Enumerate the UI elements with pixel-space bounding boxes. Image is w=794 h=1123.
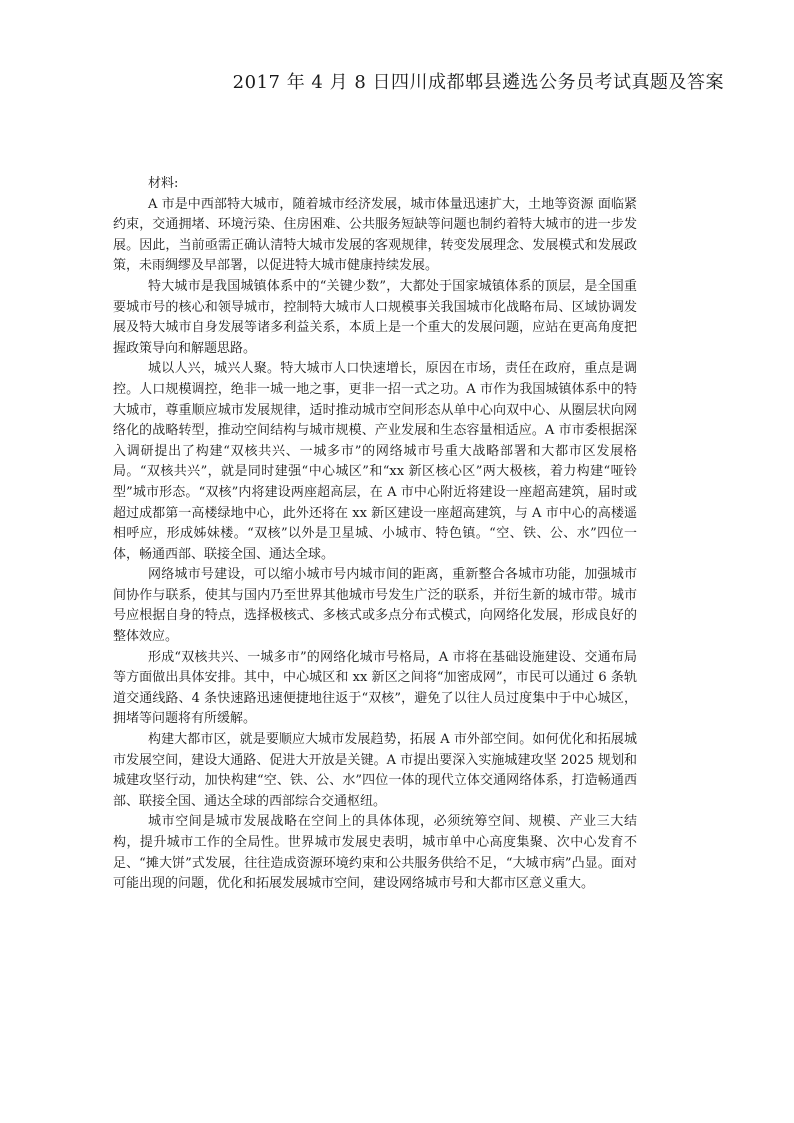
- paragraph-7: 城市空间是城市发展战略在空间上的具体体现，必须统筹空间、规模、产业三大结构，提升城市工作的全局性。世界城市发展史表明，城市单中心高度集聚、次中心发育不足、“摊大饼”式发展，往往造成资源环境约束和公共服务供给不足，“大城市病”凸显。面对可能出现的问题，优化和拓展发展城市空间，建设网络城市号和大都市区意义重大。: [113, 814, 637, 892]
- paragraph-4: 网络城市号建设，可以缩小城市号内城市间的距离，重新整合各城市功能，加强城市间协作与联系，使其与国内乃至世界其他城市号发生广泛的联系，并衍生新的城市带。城市号应根据自身的特点，选择极核式、多核式或多点分布式模式，向网络化发展，形成良好的整体效应。: [113, 567, 637, 645]
- paragraph-2: 特大城市是我国城镇体系中的“关键少数”，大都处于国家城镇体系的顶层，是全国重要城市号的核心和领导城市，控制特大城市人口规模事关我国城市化战略布局、区域协调发展及特大城市自身发展等诸多利益关系，本质上是一个重大的发展问题，应站在更高角度把握政策导向和解题思路。: [113, 278, 637, 356]
- document-body: [113, 174, 637, 895]
- paragraph-6: 构建大都市区，就是要顺应大城市发展趋势，拓展 A 市外部空间。如何优化和拓展城市发展空间，建设大通路、促进大开放是关键。A 市提出要深入实施城建攻坚 2025 规划和城建攻坚行动，加快构建“空、铁、公、水”四位一体的现代立体交通网络体系，打造畅通西部、联接全国、通达全球的西部综合交通枢纽。: [113, 732, 637, 809]
- paragraph-5: 形成“双核共兴、一城多市”的网络化城市号格局，A 市将在基础设施建设、交通布局等方面做出具体安排。其中，中心城区和 xx 新区之间将“加密成网”，市民可以通过 6 条轨道交通线路、4 条快速路迅速便捷地往返于“双核”，避免了以往人员过度集中于中心城区，拥堵等问题将有所缓解。: [113, 649, 637, 727]
- paragraph-3: 城以人兴，城兴人聚。特大城市人口快速增长，原因在市场，责任在政府，重点是调控。人口规模调控，绝非一城一地之事，更非一招一式之功。A 市作为我国城镇体系中的特大城市，尊重顺应城市发展规律，适时推动城市空间形态从单中心向双中心、从圈层状向网络化的战略转型，推动空间结构与城市规模、产业发展和生态容量相适应。A 市市委根据深入调研提出了构建“双核共兴、一城多市”的网络城市号重大战略部署和大都市区发展格局。“双核共兴”，就是同时建强“中心城区”和“xx 新区核心区”两大极核，着力构建“哑铃型”城市形态。“双核”内将建设两座超高层，在 A 市中心附近将建设一座超高建筑，届时或超过成都第一高楼绿地中心，此外还将在 xx 新区建设一座超高建筑，与 A 市中心的高楼遥相呼应，形成姊妹楼。“双核”以外是卫星城、小城市、特色镇。“空、铁、公、水”四位一体，畅通西部、联接全国、通达全球。: [113, 361, 637, 562]
- material-label: 材料:: [148, 176, 179, 191]
- document-title: 2017 年 4 月 8 日四川成都郫县遴选公务员考试真题及答案: [232, 72, 724, 93]
- paragraph-1: A 市是中西部特大城市，随着城市经济发展，城市体量迅速扩大，土地等资源 面临紧约束，交通拥堵、环境污染、住房困难、公共服务短缺等问题也制约着特大城市的进一步发展。因此，当前亟需正确认清特大城市发展的客观规律，转变发展理念、发展模式和发展政策，未雨绸缪及早部署，以促进特大城市健康持续发展。: [113, 196, 637, 274]
